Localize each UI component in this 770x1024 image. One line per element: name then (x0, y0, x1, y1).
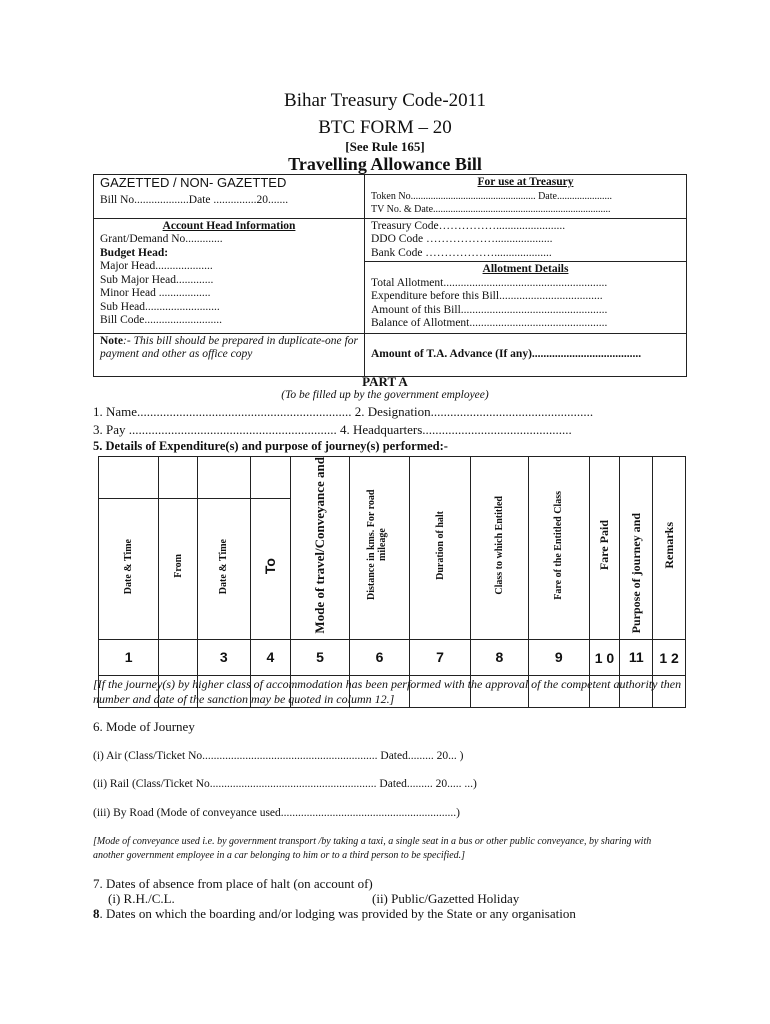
budget-head-label: Budget Head: (100, 246, 169, 259)
form-title: BTC FORM – 20 (318, 117, 452, 138)
treasury-heading: For use at Treasury (477, 176, 574, 188)
allotment-heading: Allotment Details (482, 263, 569, 275)
col-from: From (172, 554, 184, 578)
col-num-12: 1 2 (653, 639, 686, 675)
col-num-9: 9 (529, 639, 589, 675)
col-num-5: 5 (291, 639, 349, 675)
col-date-time-2: Date & Time (218, 538, 230, 594)
col-date-time-1: Date & Time (123, 538, 135, 594)
boarding-number: 8 (93, 906, 100, 921)
col-num-2 (159, 639, 198, 675)
details-heading: 5. Details of Expenditure(s) and purpose of journey(s) performed:- (93, 439, 448, 453)
mode-of-journey-heading: 6. Mode of Journey (93, 719, 195, 734)
boarding-text: . Dates on which the boarding and/or lodging was provided by the State or any organisation (99, 906, 576, 921)
minor-head-field: Minor Head .................. (100, 287, 211, 299)
pay-headquarters-line: 3. Pay ................................................................ 4. Headquarters.............................................. (93, 422, 572, 437)
col-num-6: 6 (349, 639, 410, 675)
bill-no-field: Bill No...................Date ...............20....... (100, 193, 289, 206)
gazetted-label: GAZETTED / NON- GAZETTED (100, 175, 287, 190)
col-num-10: 1 0 (589, 639, 620, 675)
token-field: Token No.................................................. Date...................... (371, 190, 612, 202)
part-a-subtitle: (To be filled up by the government employee) (281, 389, 489, 401)
code-title: Bihar Treasury Code-2011 (284, 90, 486, 111)
bill-title: Travelling Allowance Bill (288, 154, 482, 174)
part-a-title: PART A (362, 374, 408, 389)
col-distance: Distance in kms. For road mileage (365, 490, 388, 601)
sub-head-field: Sub Head.......................... (100, 300, 220, 313)
major-head-field: Major Head.................... (100, 260, 213, 272)
col-fare-class: Fare of the Entitled Class (553, 490, 565, 600)
rail-line: (ii) Rail (Class/Ticket No.......................................................... Dated......... 20..... ...) (93, 778, 477, 790)
absence-heading: 7. Dates of absence from place of halt (on account of) (93, 876, 373, 891)
rh-cl-line: (i) R.H./C.L. (108, 891, 175, 906)
col-num-11: 11 (620, 639, 653, 675)
total-allotment-field: Total Allotment......................................................... (371, 276, 608, 289)
name-designation-line: 1. Name.................................................................. 2. Designation.................................................. (93, 404, 594, 419)
col-to: To (262, 558, 279, 575)
account-head-heading: Account Head Information (162, 219, 296, 232)
expenditure-table (98, 456, 686, 708)
amount-bill-field: Amount of this Bill................................................... (371, 303, 608, 316)
col-fare-paid: Fare Paid (596, 520, 611, 571)
note-text (100, 335, 358, 362)
col-num-7: 7 (410, 639, 470, 675)
col-num-4: 4 (250, 639, 291, 675)
boarding-line (93, 906, 576, 922)
col-mode: Mode of travel/Conveyance and (311, 457, 327, 634)
ddo-code-field: DDO Code ……………….................... (371, 233, 553, 245)
advance-field: Amount of T.A. Advance (If any)...................................... (371, 347, 642, 360)
balance-field: Balance of Allotment................................................ (371, 317, 608, 329)
sub-major-head-field: Sub Major Head............. (100, 273, 214, 286)
bank-code-field: Bank Code ……………….................... (371, 246, 552, 259)
header-box (93, 174, 687, 377)
rule-reference: [See Rule 165] (345, 139, 425, 154)
col-purpose: Purpose of journey and (628, 513, 643, 634)
col-num-8: 8 (470, 639, 528, 675)
sanction-note: [If the journey(s) by higher class of accommodation has been performed with the approval of the competent authority then number and date of the sanction may be quoted in column 12.] (93, 677, 682, 706)
bill-code-field: Bill Code........................... (100, 314, 223, 326)
treasury-code-field: Treasury Code……………........................ (371, 219, 566, 232)
holiday-line: (ii) Public/Gazetted Holiday (372, 891, 520, 906)
grant-field: Grant/Demand No............. (100, 233, 223, 245)
conveyance-note: [Mode of conveyance used i.e. by government transport /by taking a taxi, a single seat in a bus or other public conveyance, by sharing with another government employee in a car belonging to him or to a third person to be specified.] (93, 836, 652, 861)
air-line: (i) Air (Class/Ticket No............................................................. Dated......... 20... ) (93, 750, 464, 762)
col-duration: Duration of halt (434, 510, 446, 580)
col-num-3: 3 (198, 639, 250, 675)
road-line: (iii) By Road (Mode of conveyance used.............................................................) (93, 807, 460, 819)
expenditure-before-field: Expenditure before this Bill.................................... (371, 290, 603, 302)
note-label: Note (100, 334, 123, 347)
col-num-1: 1 (99, 639, 159, 675)
col-class: Class to which Entitled (493, 495, 505, 595)
col-remarks: Remarks (661, 521, 676, 569)
tv-field: TV No. & Date....................................................................... (371, 204, 611, 215)
note-body: :- This bill should be prepared in duplicate-one for payment and other as office copy (100, 334, 358, 360)
